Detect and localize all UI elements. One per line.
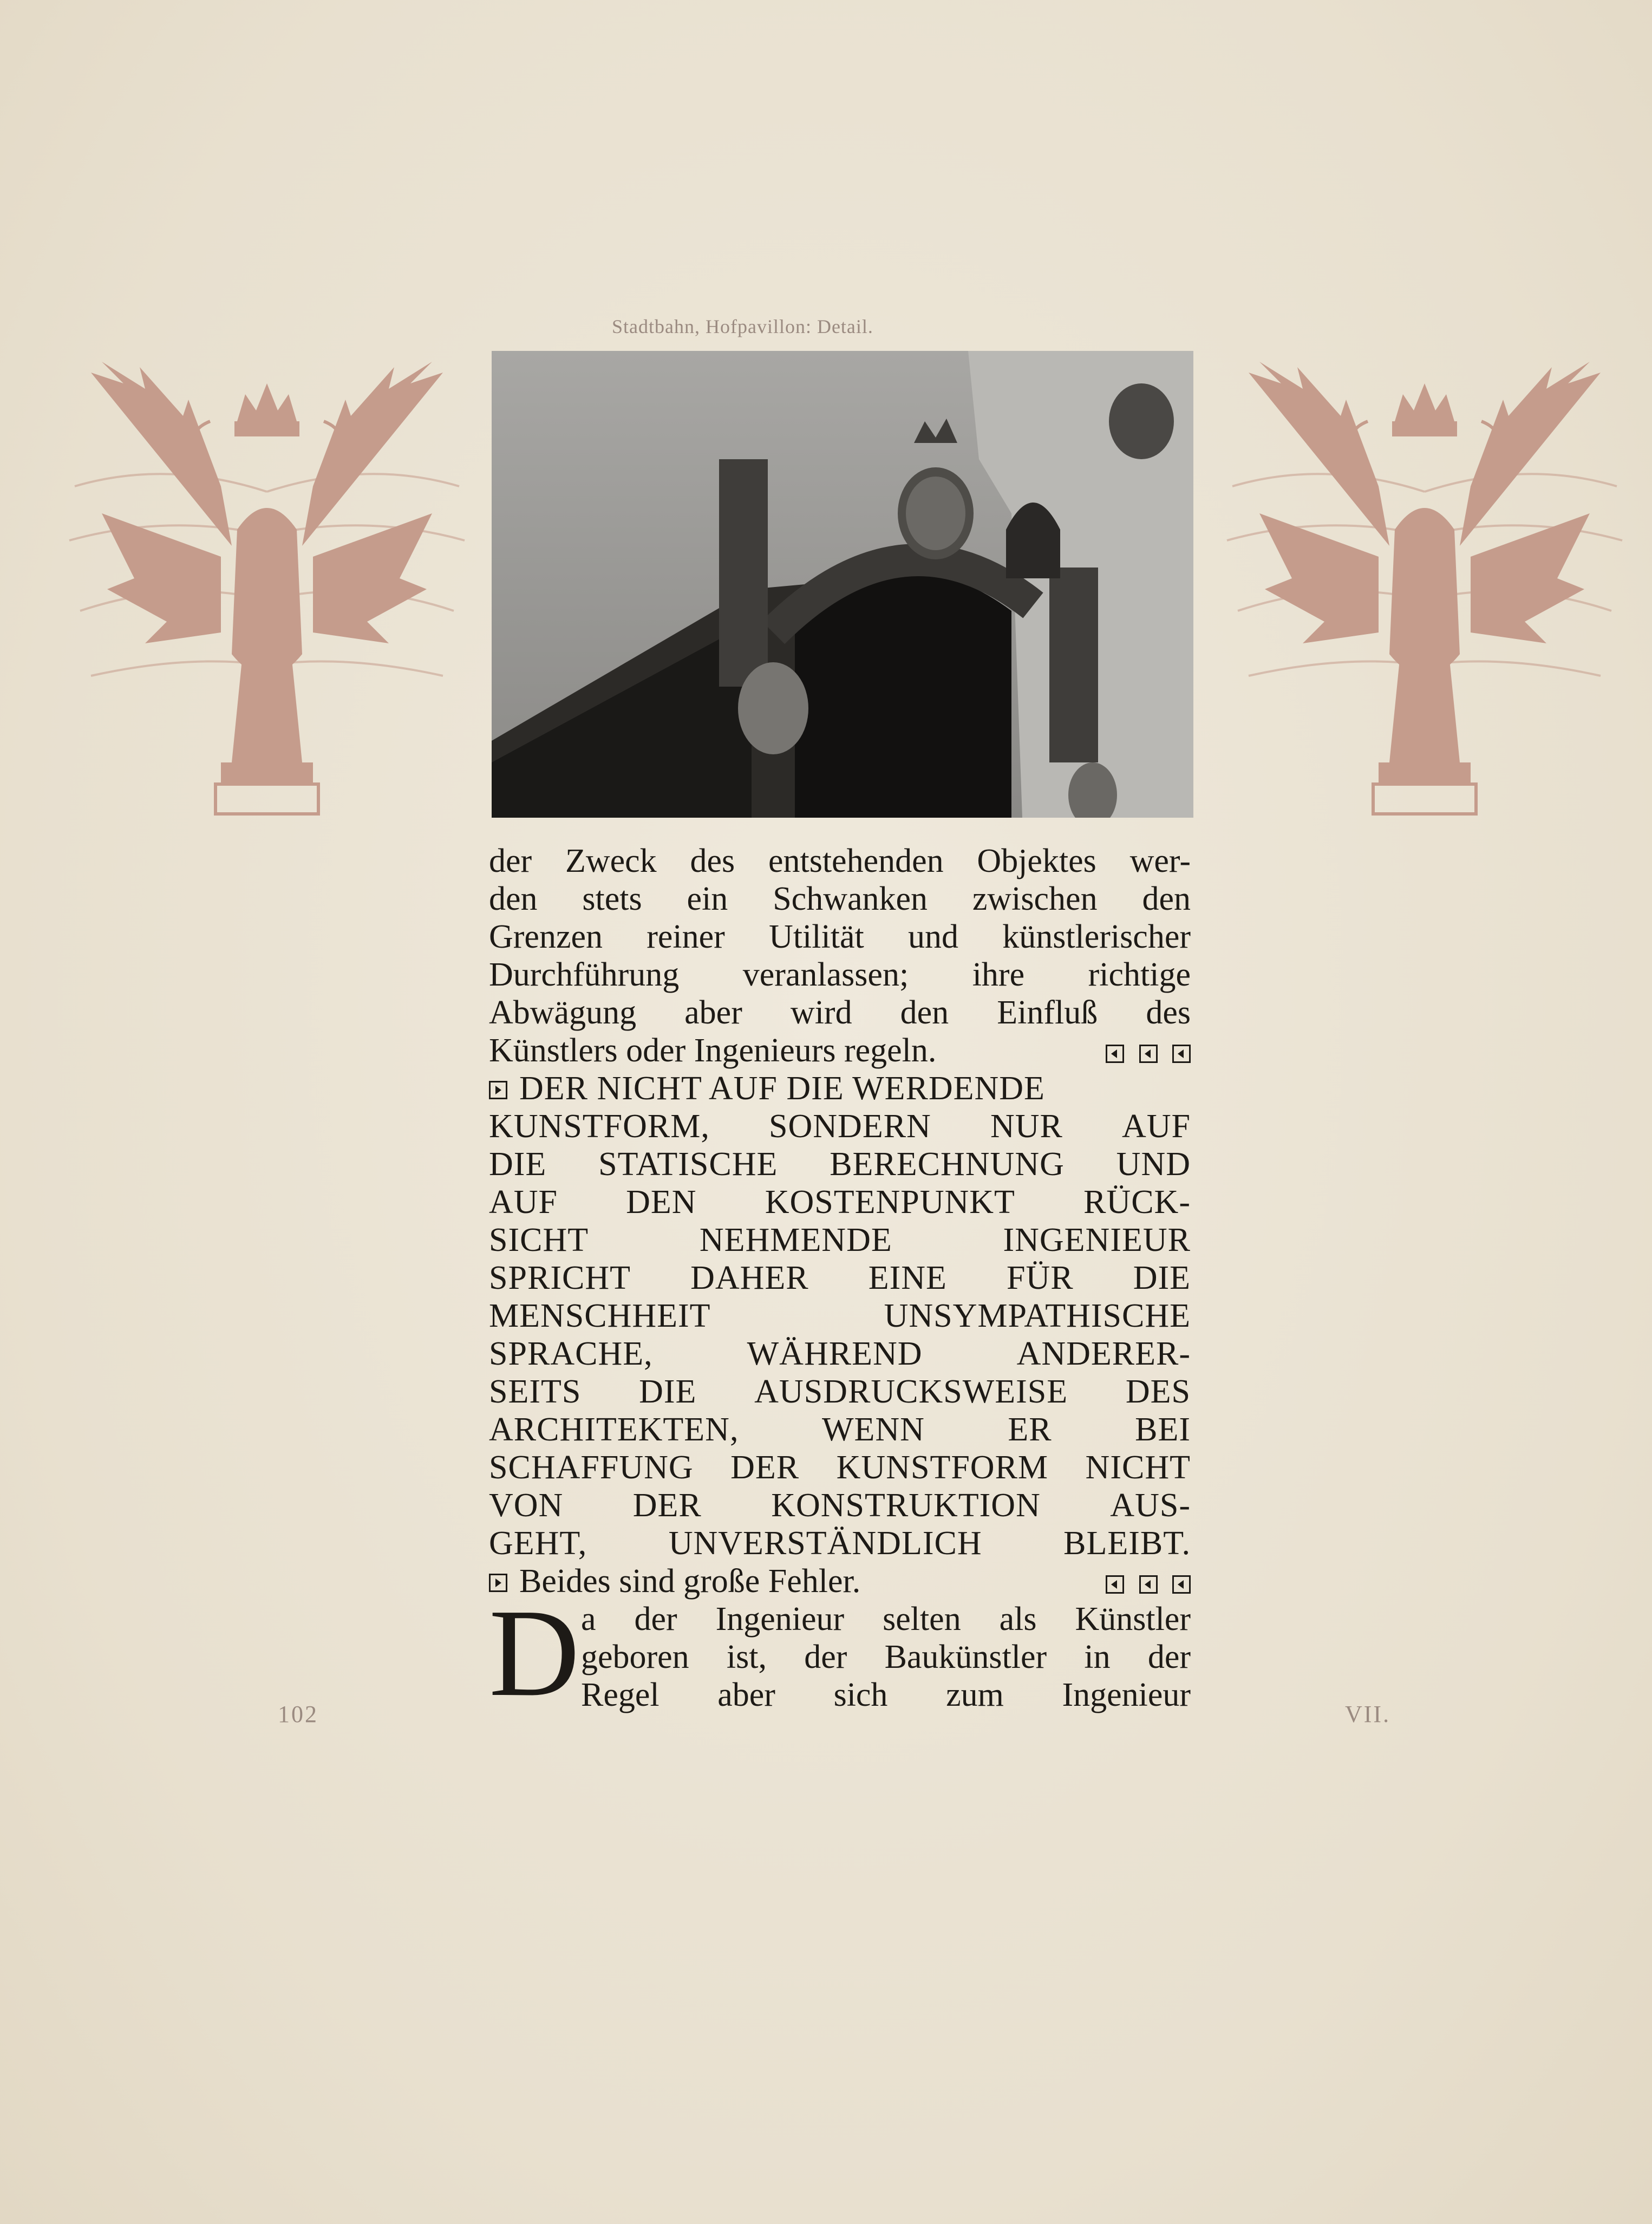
caps-line: SCHAFFUNG DER KUNSTFORM NICHT	[489, 1449, 1191, 1486]
dropcap: D	[489, 1583, 580, 1723]
text-line: geboren ist, der Baukünstler in der	[581, 1639, 1191, 1675]
photo-caption: Stadtbahn, Hofpavillon: Detail.	[612, 316, 873, 337]
text-line: Regel aber sich zum Ingenieur	[581, 1677, 1191, 1713]
text-line: den stets ein Schwanken zwischen den	[489, 881, 1191, 917]
photo-hofpavillon-detail	[492, 351, 1193, 818]
text-line: der Zweck des entstehenden Objektes wer-	[489, 843, 1191, 879]
ornament-group	[1099, 1562, 1191, 1600]
ornament-left-icon	[1172, 1045, 1191, 1063]
dropcap-paragraph	[489, 1583, 1191, 1723]
caps-line: DIE STATISCHE BERECHNUNG UND	[489, 1146, 1191, 1183]
page-number-right: VII.	[1345, 1701, 1391, 1727]
dropcap-lines	[581, 1600, 1191, 1714]
caps-line: MENSCHHEIT UNSYMPATHISCHE	[489, 1297, 1191, 1334]
caps-line: KUNSTFORM, SONDERN NUR AUF	[489, 1108, 1191, 1145]
text-line: Abwägung aber wird den Einfluß des	[489, 994, 1191, 1031]
eagle-ornament-left	[58, 351, 475, 827]
ornament-right-icon	[489, 1081, 507, 1099]
text-line: Beides sind große Fehler.	[489, 1562, 1191, 1600]
ornament-left-icon	[1139, 1575, 1158, 1594]
caps-line: SPRICHT DAHER EINE FÜR DIE	[489, 1260, 1191, 1296]
page-number-left: 102	[278, 1701, 318, 1727]
caps-line: AUF DEN KOSTENPUNKT RÜCK-	[489, 1184, 1191, 1221]
caps-line: ARCHITEKTEN, WENN ER BEI	[489, 1411, 1191, 1448]
caps-line: VON DER KONSTRUKTION AUS-	[489, 1487, 1191, 1524]
ornament-left-icon	[1139, 1045, 1158, 1063]
caps-line: GEHT, UNVERSTÄNDLICH BLEIBT.	[489, 1525, 1191, 1562]
eagle-ornament-right	[1216, 351, 1633, 827]
text-line: Künstlers oder Ingenieurs regeln.	[489, 1032, 1191, 1069]
text-line: Durchführung veranlassen; ihre richtige	[489, 956, 1191, 993]
caps-line: DER NICHT AUF DIE WERDENDE	[489, 1069, 1191, 1107]
ornament-group	[1099, 1032, 1191, 1069]
caps-line: SICHT NEHMENDE INGENIEUR	[489, 1222, 1191, 1258]
ornament-left-icon	[1106, 1575, 1124, 1594]
caps-line: SPRACHE, WÄHREND ANDERER-	[489, 1335, 1191, 1372]
body-text	[489, 842, 1191, 1723]
ornament-left-icon	[1172, 1575, 1191, 1594]
text-line: a der Ingenieur selten als Künstler	[581, 1601, 1191, 1638]
ornament-left-icon	[1106, 1045, 1124, 1063]
caps-line: SEITS DIE AUSDRUCKSWEISE DES	[489, 1373, 1191, 1410]
text-line: Grenzen reiner Utilität und künstlerischer	[489, 918, 1191, 955]
